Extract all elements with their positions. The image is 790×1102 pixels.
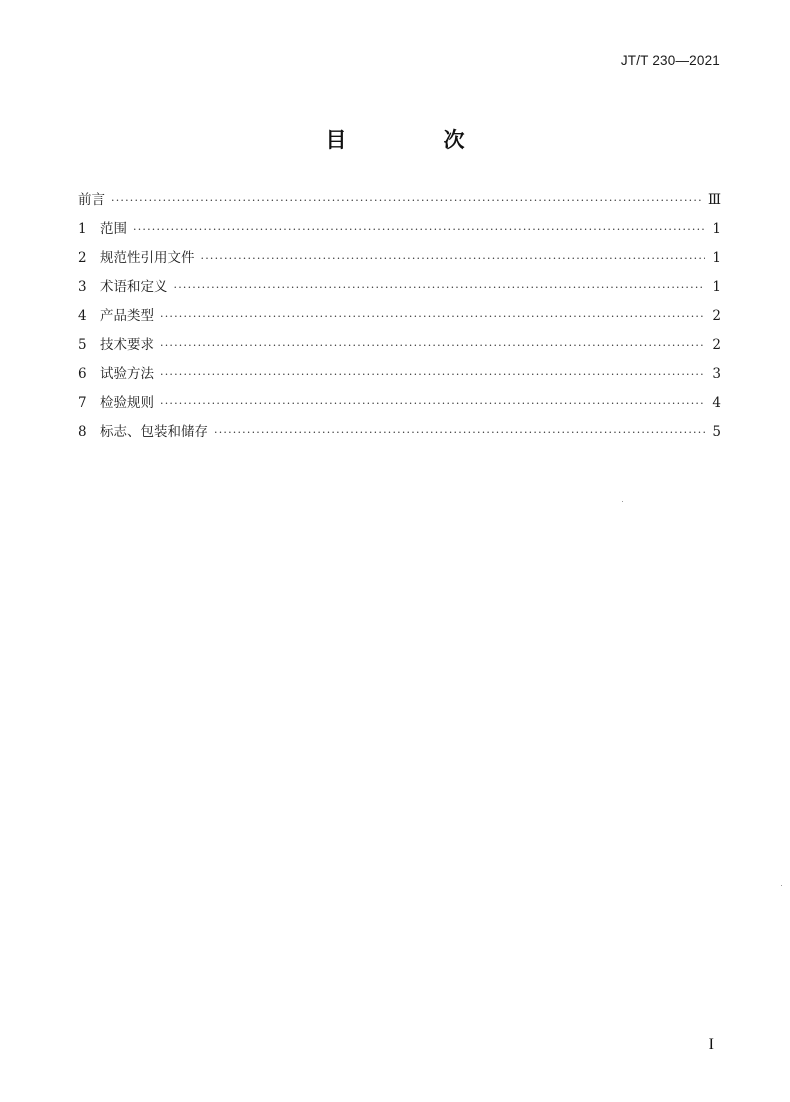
toc-entry-terms-definitions[interactable] bbox=[78, 277, 721, 306]
toc-leader-dots bbox=[214, 423, 705, 443]
toc-entry-label: 范围 bbox=[100, 221, 127, 237]
toc-leader-dots bbox=[201, 249, 706, 269]
toc-entry-page: 5 bbox=[712, 424, 721, 440]
toc-entry-label: 标志、包装和储存 bbox=[100, 424, 208, 440]
toc-entry-page: 1 bbox=[712, 221, 721, 237]
toc-entry-number: 7 bbox=[78, 395, 87, 411]
toc-entry-scope[interactable] bbox=[78, 219, 721, 248]
toc-leader-dots bbox=[160, 365, 705, 385]
document-code: JT/T 230—2021 bbox=[620, 53, 720, 68]
toc-entry-page: 2 bbox=[712, 308, 721, 324]
toc-entry-technical-requirements[interactable] bbox=[78, 335, 721, 364]
toc-entry-label: 术语和定义 bbox=[100, 279, 168, 295]
scan-speck bbox=[781, 885, 782, 886]
toc-entry-number: 3 bbox=[78, 279, 87, 295]
toc-entry-page: 2 bbox=[712, 337, 721, 353]
toc-entry-label: 产品类型 bbox=[100, 308, 154, 324]
toc-entry-label: 技术要求 bbox=[100, 337, 154, 353]
toc-entry-page: Ⅲ bbox=[707, 192, 721, 208]
toc-entry-label: 检验规则 bbox=[100, 395, 154, 411]
toc-entry-number: 2 bbox=[78, 250, 87, 266]
toc-entry-number: 4 bbox=[78, 308, 87, 324]
toc-entry-marking-packaging-storage[interactable] bbox=[78, 422, 721, 451]
toc-entry-test-methods[interactable] bbox=[78, 364, 721, 393]
toc-entry-label: 前言 bbox=[78, 192, 105, 208]
toc-entry-label: 规范性引用文件 bbox=[100, 250, 195, 266]
toc-title: 目 次 bbox=[325, 128, 503, 152]
toc-entry-inspection-rules[interactable] bbox=[78, 393, 721, 422]
toc-entry-number: 5 bbox=[78, 337, 87, 353]
toc-leader-dots bbox=[160, 336, 705, 356]
toc-entry-number: 1 bbox=[78, 221, 87, 237]
toc-leader-dots bbox=[160, 307, 705, 327]
toc-entry-page: 1 bbox=[712, 279, 721, 295]
page-number: I bbox=[708, 1036, 714, 1053]
toc-entry-page: 4 bbox=[712, 395, 721, 411]
scan-speck bbox=[622, 501, 623, 502]
toc-entry-page: 3 bbox=[712, 366, 721, 382]
toc-entry-number: 8 bbox=[78, 424, 87, 440]
toc-entry-normative-references[interactable] bbox=[78, 248, 721, 277]
toc-entry-number: 6 bbox=[78, 366, 87, 382]
toc-entry-label: 试验方法 bbox=[100, 366, 154, 382]
toc-entry-product-types[interactable] bbox=[78, 306, 721, 335]
toc-list bbox=[78, 190, 721, 451]
toc-entry-foreword[interactable] bbox=[78, 190, 721, 219]
toc-leader-dots bbox=[133, 220, 705, 240]
toc-leader-dots bbox=[111, 191, 702, 211]
toc-leader-dots bbox=[160, 394, 705, 414]
toc-entry-page: 1 bbox=[712, 250, 721, 266]
toc-leader-dots bbox=[174, 278, 706, 298]
